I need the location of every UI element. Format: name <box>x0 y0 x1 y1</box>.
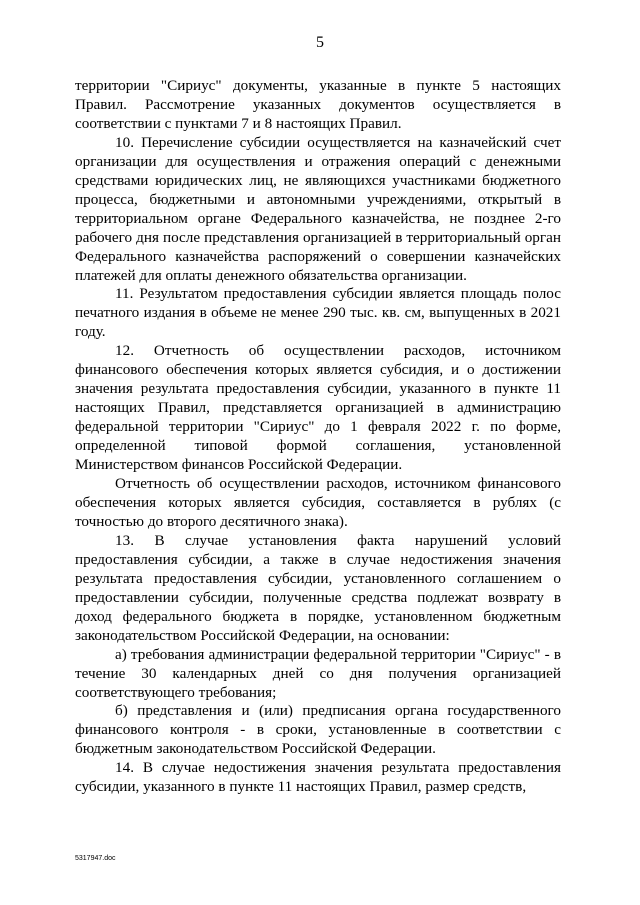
paragraph-13-a: а) требования администрации федеральной территории "Сириус" - в течение 30 календарных дней со дня получения организацией соответствующего требования; <box>75 645 561 701</box>
document-body <box>75 77 561 797</box>
paragraph-13-b: б) представления и (или) предписания органа государственного финансового контроля - в сроки, установленные в соответствии с бюджетным законодательством Российской Федерации. <box>75 702 561 758</box>
paragraph-12-reporting: Отчетность об осуществлении расходов, источником финансового обеспечения которых является субсидия, составляется в рублях (с точностью до второго десятичного знака). <box>75 475 561 530</box>
paragraph-10: 10. Перечисление субсидии осуществляется на казначейский счет организации для осуществления и отражения операций с денежными средствами юридических лиц, не являющихся участниками бюджетного процесса, бюджетными и автономными учреждениями, открытый в территориальном органе Федерального казначейства, не позднее 2-го рабочего дня после представления организацией в территориальный орган Федерального казначейства распоряжений о совершении казначейских платежей для оплаты денежного обязательства организации. <box>75 133 561 284</box>
paragraph-13: 13. В случае установления факта нарушений условий предоставления субсидии, а также в случае недостижения значения результата предоставления субсидии, установленного соглашением о предоставлении субсидии, полученные средства подлежат возврату в доход федерального бюджета в порядке, установленном бюджетным законодательством Российской Федерации, на основании: <box>75 531 561 644</box>
paragraph-continuation: территории "Сириус" документы, указанные в пункте 5 настоящих Правил. Рассмотрение указанных документов осуществляется в соответствии с пунктами 7 и 8 настоящих Правил. <box>75 77 561 132</box>
paragraph-12: 12. Отчетность об осуществлении расходов, источником финансового обеспечения которых является субсидия, и о достижении значения результата предоставления субсидии, указанного в пункте 11 настоящих Правил, представляется организацией в администрацию федеральной территории "Сириус" до 1 февраля 2022 г. по форме, определенной типовой формой соглашения, установленной Министерством финансов Российской Федерации. <box>75 342 561 474</box>
paragraph-11: 11. Результатом предоставления субсидии является площадь полос печатного издания в объеме не менее 290 тыс. кв. см, выпущенных в 2021 году. <box>75 285 561 341</box>
document-code: 5317947.doc <box>75 855 116 862</box>
paragraph-14: 14. В случае недостижения значения результата предоставления субсидии, указанного в пункте 11 настоящих Правил, размер средств, <box>75 759 561 796</box>
page-number: 5 <box>316 34 324 51</box>
